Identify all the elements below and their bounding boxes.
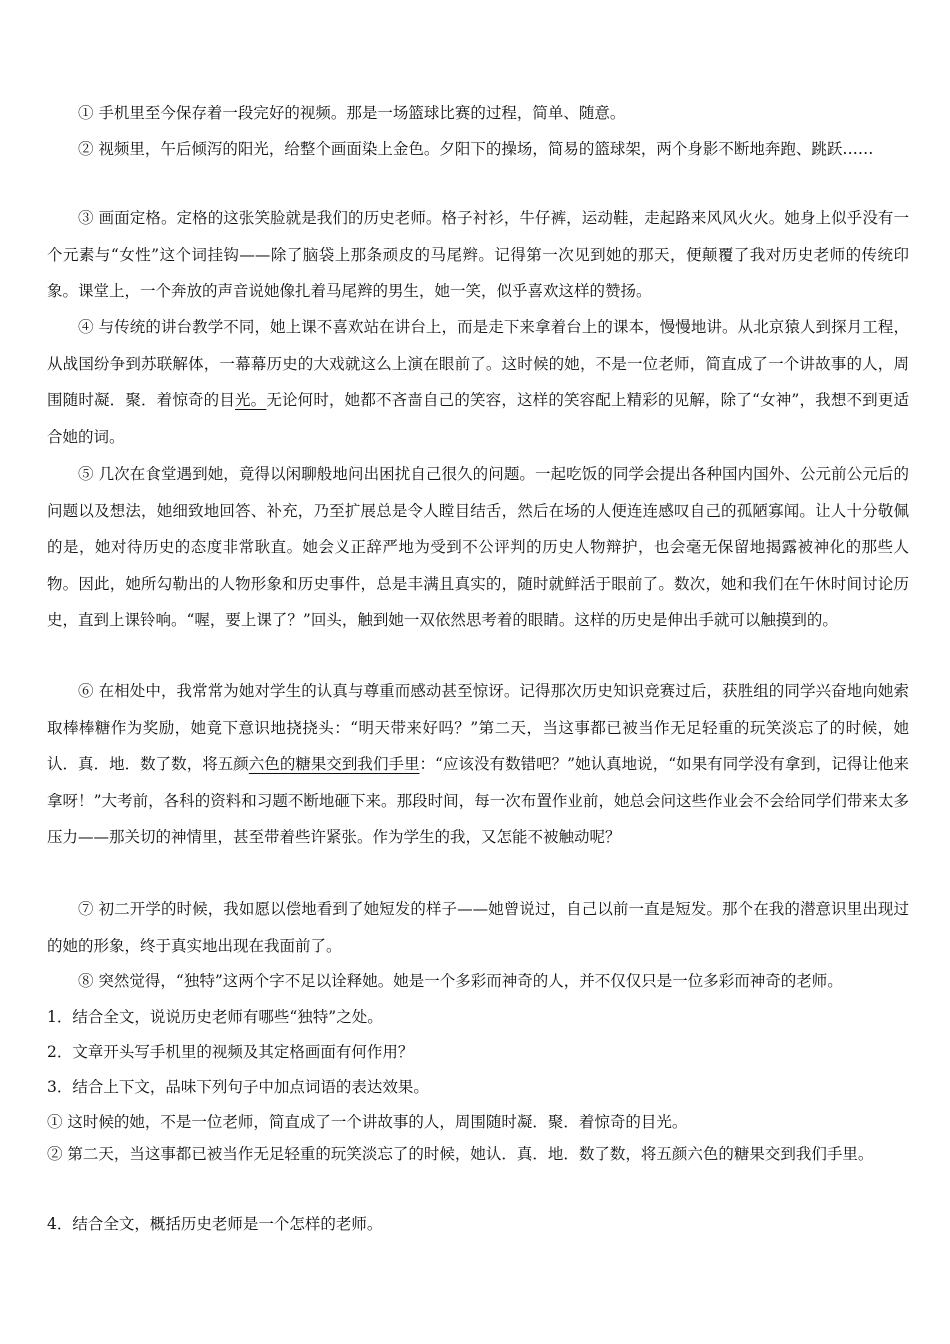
paragraph-7: ⑦ 初二开学的时候，我如愿以偿地看到了她短发的样子——她曾说过，自己以前一直是短发。那个在我的潜意识里出现过的她的形象，终于真实地出现在我面前了。 xyxy=(47,900,909,955)
paragraph-6-underlined: 六色的糖果交到我们手里 xyxy=(248,755,420,774)
question-2: 2．文章开头写手机里的视频及其定格画面有何作用？ xyxy=(47,1043,414,1061)
paragraph-1: ① 手机里至今保存着一段完好的视频。那是一场篮球比赛的过程，简单、随意。 xyxy=(78,104,626,122)
question-1: 1．结合全文，说说历史老师有哪些“独特”之处。 xyxy=(47,1008,383,1026)
paragraph-6-text-b: ：“应该没有数错吧？”她认真地说，“如果有同学没有拿到，记得让他来拿呀！”大考前，各科的资料和习题不断地砸下来。那段时间，每一次布置作业前，她总会问这些作业会不会给同学们带来太多压力——那关切的神情里，甚至带着些许紧张。作为学生的我，又怎能不被触动呢？ xyxy=(47,755,909,847)
paragraph-3: ③ 画面定格。定格的这张笑脸就是我们的历史老师。格子衬衫，牛仔裤，运动鞋，走起路来风风火火。她身上似乎没有一个元素与“女性”这个词挂钩——除了脑袋上那条顽皮的马尾辫。记得第一次见到她的那天，便颠覆了我对历史老师的传统印象。课堂上，一个奔放的声音说她像扎着马尾辫的男生，她一笑，似乎喜欢这样的赞扬。 xyxy=(47,209,909,301)
paragraph-5: ⑤ 几次在食堂遇到她，竟得以闲聊般地问出困扰自己很久的问题。一起吃饭的同学会提出各种国内国外、公元前公元后的问题以及想法，她细致地回答、补充，乃至扩展总是令人瞠目结舌，然后在场的人便连连感叹自己的孤陋寡闻。让人十分敬佩的是，她对待历史的态度非常耿直。她会义正辞严地为受到不公评判的历史人物辩护，也会毫无保留地揭露被神化的那些人物。因此，她所勾勒出的人物形象和历史事件，总是丰满且真实的，随时就鲜活于眼前了。数次，她和我们在午休时间讨论历史，直到上课铃响。“喔，要上课了？”回头，触到她一双依然思考着的眼睛。这样的历史是伸出手就可以触摸到的。 xyxy=(47,465,909,630)
question-4: 4．结合全文，概括历史老师是一个怎样的老师。 xyxy=(47,1215,383,1233)
paragraph-8: ⑧ 突然觉得，“独特”这两个字不足以诠释她。她是一个多彩而神奇的人，并不仅仅只是一位多彩而神奇的老师。 xyxy=(78,972,843,990)
question-3-sentence-1: ① 这时候的她，不是一位老师，简直成了一个讲故事的人，周围随时凝．聚．着惊奇的目光。 xyxy=(47,1113,688,1131)
question-3: 3．结合上下文，品味下列句子中加点词语的表达效果。 xyxy=(47,1078,429,1096)
paragraph-4 xyxy=(47,309,909,455)
paragraph-6-text-a: ⑥ 在相处中，我常常为她对学生的认真与尊重而感动甚至惊讶。记得那次历史知识竞赛过后，获胜组的同学兴奋地向她索取棒棒糖作为奖励，她竟下意识地挠挠头：“明天带来好吗？”第二天，当这事都已被当作无足轻重的玩笑淡忘了的时候，她认．真．地．数了数，将五颜 xyxy=(47,682,909,774)
question-3-sentence-2: ② 第二天，当这事都已被当作无足轻重的玩笑淡忘了的时候，她认．真．地．数了数，将五颜六色的糖果交到我们手里。 xyxy=(47,1145,874,1163)
paragraph-2: ② 视频里，午后倾泻的阳光，给整个画面染上金色。夕阳下的操场，简易的篮球架，两个身影不断地奔跑、跳跃…… xyxy=(78,140,874,158)
paragraph-6 xyxy=(47,673,909,856)
paragraph-4-text-b: 无论何时，她都不吝啬自己的笑容，这样的笑容配上精彩的见解，除了“女神”，我想不到更适合她的词。 xyxy=(47,391,909,446)
paragraph-4-underlined: 光。 xyxy=(235,391,267,410)
paragraph-4-text-a: ④ 与传统的讲台教学不同，她上课不喜欢站在讲台上，而是走下来拿着台上的课本，慢慢地讲。从北京猿人到探月工程，从战国纷争到苏联解体，一幕幕历史的大戏就这么上演在眼前了。这时候的她，不是一位老师，简直成了一个讲故事的人，周围随时凝．聚．着惊奇的目 xyxy=(47,318,909,410)
